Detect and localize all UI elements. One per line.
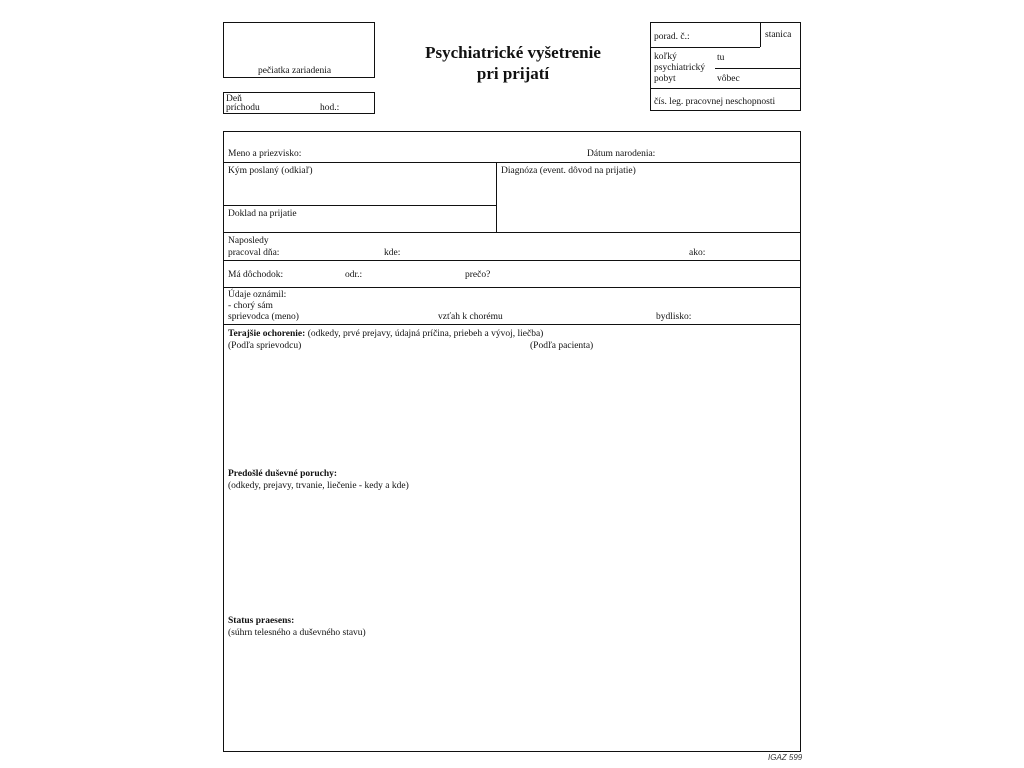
stay-here-label[interactable]: tu	[717, 53, 725, 63]
arrival-day-label: Deň	[226, 94, 242, 104]
informant-label: Údaje oznámil:	[228, 290, 287, 300]
admission-document-label[interactable]: Doklad na prijatie	[228, 209, 297, 219]
page-title	[403, 42, 623, 84]
current-illness-label: Terajšie ochorenie:	[228, 329, 306, 339]
per-patient-label: (Podľa pacienta)	[530, 341, 594, 351]
informant-patient-label[interactable]: - chorý sám	[228, 301, 273, 311]
diagnosis-label[interactable]: Diagnóza (event. dôvod na prijatie)	[501, 166, 636, 176]
pension-since-label[interactable]: odr.:	[345, 270, 363, 280]
stamp-label: pečiatka zariadenia	[258, 66, 332, 76]
title-line-1: Psychiatrické vyšetrenie	[425, 43, 601, 62]
informant-companion-label[interactable]: sprievodca (meno)	[228, 312, 299, 322]
arrival-box[interactable]	[223, 92, 375, 114]
arrival-suffix-label: príchodu	[226, 103, 260, 113]
previous-disorders-label[interactable]: Predošlé duševné poruchy:	[228, 469, 338, 479]
birth-date-label[interactable]: Dátum narodenia:	[587, 149, 656, 159]
work-position-label[interactable]: ako:	[689, 248, 706, 258]
arrival-hour-label: hod.:	[320, 103, 340, 113]
title-line-2: pri prijatí	[476, 64, 550, 83]
stay-overall-label[interactable]: vôbec	[717, 74, 740, 84]
last-worked-label-1: Naposledy	[228, 236, 269, 246]
stay-count-label-3: pobyt	[654, 74, 676, 84]
status-praesens-label[interactable]: Status praesens:	[228, 616, 295, 626]
sent-by-label[interactable]: Kým poslaný (odkiaľ)	[228, 166, 313, 176]
form-code: IGAZ 599	[768, 753, 803, 762]
per-companion-label: (Podľa sprievodcu)	[228, 341, 302, 351]
name-label[interactable]: Meno a priezvisko:	[228, 149, 302, 159]
sick-leave-number-label[interactable]: čís. leg. pracovnej neschopnosti	[654, 97, 776, 107]
relation-label[interactable]: vzťah k chorému	[438, 312, 503, 322]
last-worked-label-2[interactable]: pracoval dňa:	[228, 248, 280, 258]
station-label[interactable]: stanica	[765, 30, 792, 40]
stamp-box	[223, 22, 375, 78]
current-illness-section[interactable]	[228, 329, 543, 339]
pension-reason-label[interactable]: prečo?	[465, 270, 491, 280]
main-form	[223, 131, 801, 752]
previous-disorders-hint: (odkedy, prejavy, trvanie, liečenie - kedy a kde)	[228, 481, 409, 491]
pension-label[interactable]: Má dôchodok:	[228, 270, 284, 280]
residence-label[interactable]: bydlisko:	[656, 312, 692, 322]
current-illness-hint: (odkedy, prvé prejavy, údajná príčina, priebeh a vývoj, liečba)	[307, 329, 544, 339]
status-praesens-hint: (súhrn telesného a duševného stavu)	[228, 628, 366, 638]
admission-info-box	[650, 22, 801, 111]
order-number-label[interactable]: porad. č.:	[654, 32, 690, 42]
work-place-label[interactable]: kde:	[384, 248, 401, 258]
stay-count-label-1: koľký	[654, 52, 677, 62]
stay-count-label-2: psychiatrický	[654, 63, 706, 73]
